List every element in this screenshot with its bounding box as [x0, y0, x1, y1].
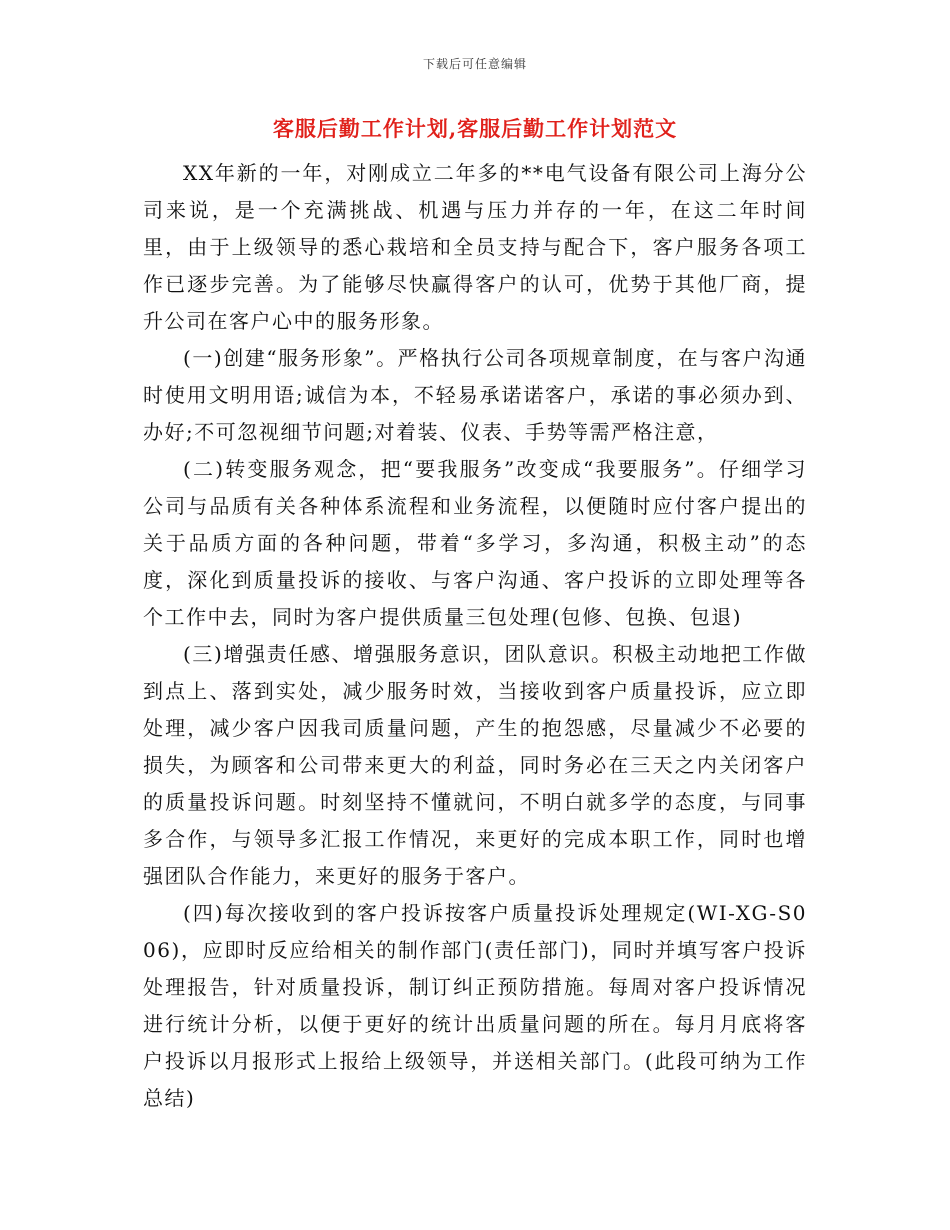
- paragraph-item-4: (四)每次接收到的客户投诉按客户质量投诉处理规定(WI-XG-S006)，应即时反应给相关的制作部门(责任部门)，同时并填写客户投诉处理报告，针对质量投诉，制订纠正预防措施。每周对客户投诉情况进行统计分析，以便于更好的统计出质量问题的所在。每月月底将客户投诉以月报形式上报给上级领导，并送相关部门。(此段可纳为工作总结): [143, 901, 807, 1110]
- paragraph-item-2: (二)转变服务观念，把“要我服务”改变成“我要服务”。仔细学习公司与品质有关各种体系流程和业务流程，以便随时应付客户提出的关于品质方面的各种问题，带着“多学习，多沟通，积极主动”的态度，深化到质量投诉的接收、与客户沟通、客户投诉的立即处理等各个工作中去，同时为客户提供质量三包处理(包修、包换、包退): [143, 457, 807, 629]
- document-body: [143, 155, 807, 1117]
- document-title: 客服后勤工作计划,客服后勤工作计划范文: [272, 116, 678, 141]
- paragraph-item-3: (三)增强责任感、增强服务意识，团队意识。积极主动地把工作做到点上、落到实处，减少服务时效，当接收到客户质量投诉，应立即处理，减少客户因我司质量问题，产生的抱怨感，尽量减少不必要的损失，为顾客和公司带来更大的利益，同时务必在三天之内关闭客户的质量投诉问题。时刻坚持不懂就问，不明白就多学的态度，与同事多合作，与领导多汇报工作情况，来更好的完成本职工作，同时也增强团队合作能力，来更好的服务于客户。: [143, 642, 807, 888]
- paragraph-intro: XX年新的一年，对刚成立二年多的**电气设备有限公司上海分公司来说，是一个充满挑战、机遇与压力并存的一年，在这二年时间里，由于上级领导的悉心栽培和全员支持与配合下，客户服务各项工作已逐步完善。为了能够尽快赢得客户的认可，优势于其他厂商，提升公司在客户心中的服务形象。: [143, 161, 807, 333]
- header-note: 下载后可任意编辑: [422, 57, 527, 71]
- paragraph-item-1: (一)创建“服务形象”。严格执行公司各项规章制度，在与客户沟通时使用文明用语;诚信为本，不轻易承诺诺客户，承诺的事必须办到、办好;不可忽视细节问题;对着装、仪表、手势等需严格注意，: [143, 346, 807, 444]
